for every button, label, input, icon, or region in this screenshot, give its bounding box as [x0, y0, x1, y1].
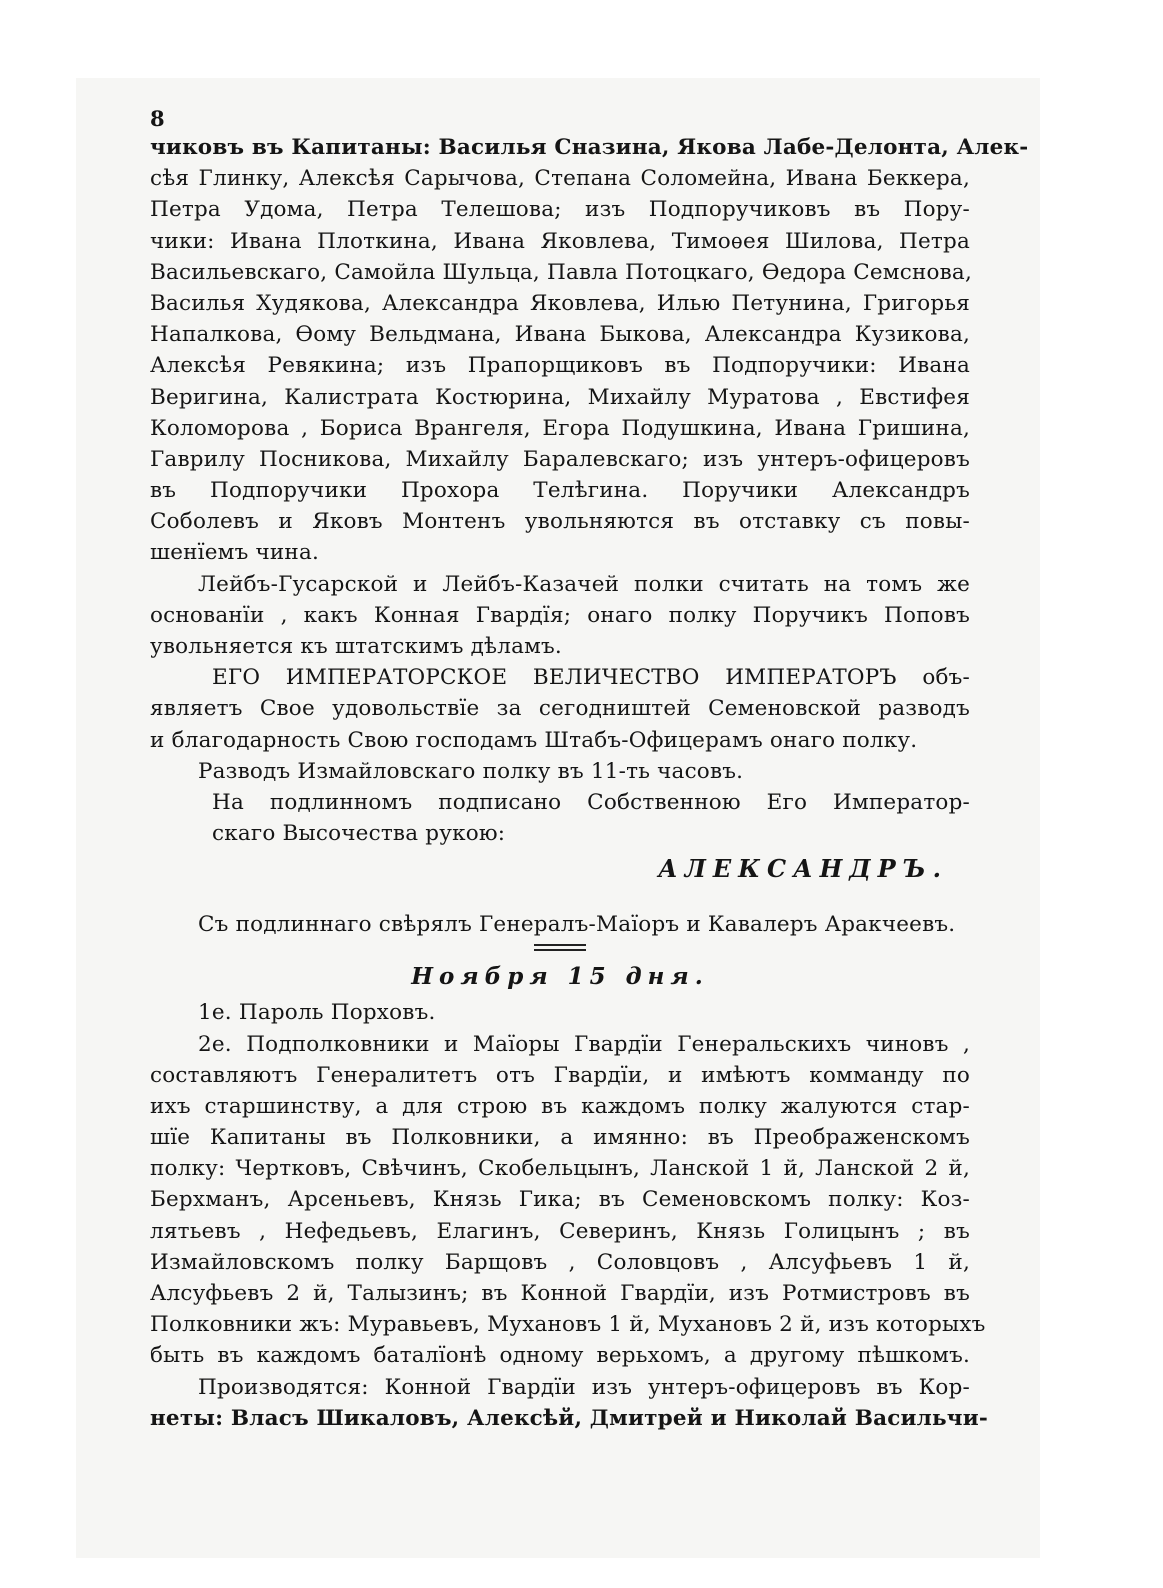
page-number: 8	[150, 106, 165, 131]
date-heading: Ноября 15 дня.	[411, 963, 709, 991]
text-line: неты: Власъ Шикаловъ, Алексѣй, Дмитрей и Николай Васильчи-	[150, 1405, 988, 1431]
text-line: 2е. Подполковники и Маїоры Гвардїи Генеральскихъ чиновъ ,	[198, 1031, 970, 1057]
text-line: составляютъ Генералитетъ отъ Гвардїи, и имѣютъ комманду по	[150, 1062, 970, 1088]
text-line: являетъ Свое удовольствїе за сегодништей Семеновской разводъ	[150, 696, 970, 722]
text-line: въ Подпоручики Прохора Телѣгина. Поручики Александръ	[150, 478, 970, 504]
text-line: Берхманъ, Арсеньевъ, Князь Гика; въ Семеновскомъ полку: Коз-	[150, 1187, 970, 1213]
paragraph-cornets	[150, 1372, 988, 1434]
text-line: быть въ каждомъ баталїонѣ одному верьхомъ, а другому пѣшкомъ.	[150, 1343, 970, 1369]
text-line: Коломорова , Бориса Врангеля, Егора Подушкина, Ивана Гришина,	[150, 415, 970, 441]
text-line: скаго Высочества рукою:	[212, 821, 506, 847]
text-line: сѣя Глинку, Алексѣя Сарычова, Степана Соломейна, Ивана Беккера,	[150, 166, 970, 192]
text-line: чики: Ивана Плоткина, Ивана Яковлева, Тимоѳея Шилова, Петра	[150, 228, 970, 254]
text-line: увольняется къ штатскимъ дѣламъ.	[150, 634, 562, 659]
text-line: шенїемъ чина.	[150, 540, 320, 566]
text-line: основанїи , какъ Конная Гвардїя; онаго полку Поручикъ Поповъ	[150, 602, 970, 628]
page-text	[150, 106, 1029, 1434]
paragraph-hussars	[150, 569, 970, 663]
text-line: Производятся: Конной Гвардїи изъ унтеръ-офицеровъ въ Кор-	[198, 1374, 970, 1400]
text-line: На подлинномъ подписано Собственною Его Император-	[212, 789, 970, 815]
paragraph-emperor	[150, 662, 970, 756]
document-page	[76, 78, 1040, 1558]
text-line: лятьевъ , Нефедьевъ, Елагинъ, Северинъ, Князь Голицынъ ; въ	[150, 1218, 970, 1244]
text-line: 1е. Пароль Порховъ.	[198, 1000, 436, 1026]
text-line: ЕГО ИМПЕРАТОРСКОЕ ВЕЛИЧЕСТВО ИМПЕРАТОРЪ объ-	[212, 665, 970, 691]
paragraph-original-signed	[150, 787, 970, 849]
text-line: Полковники жъ: Муравьевъ, Мухановъ 1 й, Мухановъ 2 й, изъ которыхъ	[150, 1312, 986, 1338]
text-line: Измайловскомъ полку Барщовъ , Соловцовъ , Алсуфьевъ 1 й,	[150, 1249, 970, 1275]
text-line: Соболевъ и Яковъ Монтенъ увольняются въ отставку съ повы-	[150, 509, 970, 535]
text-line: Василья Худякова, Александра Яковлева, Илью Петунина, Григорья	[150, 290, 970, 316]
text-line: полку: Чертковъ, Свѣчинъ, Скобельцынъ, Ланской 1 й, Ланской 2 й,	[150, 1156, 970, 1182]
text-line: и благодарность Свою господамъ Штабъ-Офицерамъ онаго полку.	[150, 727, 918, 753]
verification-line: Съ подлиннаго свѣрялъ Генералъ-Маїоръ и Кавалеръ Аракчеевъ.	[198, 912, 956, 938]
text-line: Гаврилу Посникова, Михайлу Баралевскаго; изъ унтеръ-офицеровъ	[150, 446, 970, 472]
text-line: Напалкова, Ѳому Вельдмана, Ивана Быкова, Александра Кузикова,	[150, 322, 970, 348]
text-line: Петра Удома, Петра Телешова; изъ Подпоручиковъ въ Пору-	[150, 197, 970, 223]
text-line: Веригина, Калистрата Костюрина, Михайлу Муратова , Евстифея	[150, 384, 970, 410]
paragraph-promotions	[150, 132, 1029, 569]
text-line: Васильевскаго, Самойла Шульца, Павла Потоцкаго, Ѳедора Семснова,	[150, 259, 972, 285]
text-line: Алсуфьевъ 2 й, Талызинъ; въ Конной Гвардїи, изъ Ротмистровъ въ	[150, 1281, 970, 1306]
text-line: Лейбъ-Гусарской и Лейбъ-Казачей полки считать на томъ же	[198, 571, 970, 597]
section-divider	[534, 944, 586, 951]
signature: АЛЕКСАНДРЪ.	[658, 854, 948, 884]
text-line: чиковъ въ Капитаны: Василья Сназина, Якова Лабе-Делонта, Алек-	[150, 135, 1029, 160]
text-line: шїе Капитаны въ Полковники, а имянно: въ Преображенскомъ	[150, 1125, 970, 1151]
text-line: Алексѣя Ревякина; изъ Прапорщиковъ въ Подпоручики: Ивана	[150, 353, 970, 379]
paragraph-guard-officers	[150, 1029, 986, 1372]
text-line: Разводъ Измайловскаго полку въ 11-ть часовъ.	[198, 758, 744, 784]
text-line: ихъ старшинству, а для строю въ каждомъ полку жалуются стар-	[150, 1093, 970, 1119]
